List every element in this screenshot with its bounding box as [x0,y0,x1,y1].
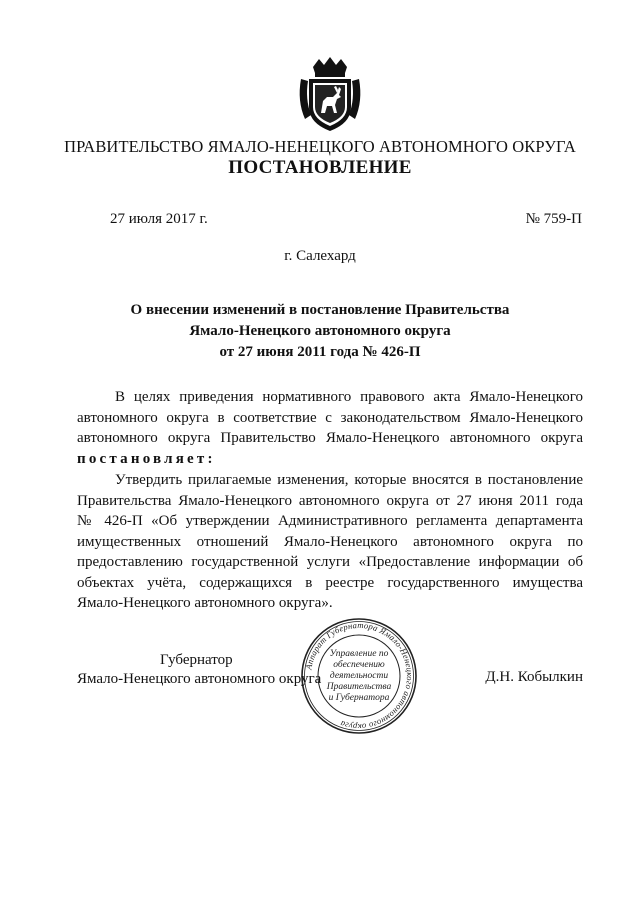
paragraph-line: имущественных отношений Ямало-Ненецкого автономного округа по [77,533,583,550]
paragraph-line: Утвердить прилагаемые изменения, которые вносятся в постановление [115,472,583,488]
document-city: г. Салехард [284,248,356,264]
seal-ring-text: Аппарат Губернатора Ямало-Ненецкого автономного округа [303,619,416,733]
resolves-word: постановляет: [77,450,216,467]
document-number: № 759-П [525,211,582,227]
subject-line: от 27 июня 2011 года № 426-П [219,344,421,360]
seal-line: Правительства [326,682,392,692]
seal-line: деятельности [329,671,389,681]
subject-line: О внесении изменений в постановление Правительства [130,302,510,318]
signatory-title-region: Ямало-Ненецкого автономного округа [77,671,322,687]
seal-line: и Губернатора [328,693,390,703]
paragraph-line: № 426-П «Об утверждении Административного регламента департамента [77,513,583,529]
document-subject [0,300,640,363]
paragraph-line: предоставлению государственной услуги «Предоставление информации об [77,554,583,570]
paragraph-line: Ямало-Ненецкого автономного округа». [77,595,333,611]
signatory-name: Д.Н. Кобылкин [485,669,583,685]
body-paragraph [77,470,583,614]
document-type: ПОСТАНОВЛЕНИЕ [228,157,412,178]
paragraph-line: Правительства Ямало-Ненецкого автономного округа от 27 июня 2011 года [77,492,583,509]
paragraph-line: объектах учёта, содержащихся в реестре государственного имущества [77,574,583,591]
preamble-paragraph [77,387,583,469]
seal-line: Управление по [329,649,389,659]
signatory-title: Губернатор [160,652,233,668]
paragraph-line: В целях приведения нормативного правового акта Ямало-Ненецкого [115,389,583,405]
coat-of-arms-icon [297,57,363,133]
government-name: ПРАВИТЕЛЬСТВО ЯМАЛО-НЕНЕЦКОГО АВТОНОМНОГО ОКРУГА [64,137,576,156]
seal-line: обеспечению [333,660,385,670]
subject-line: Ямало-Ненецкого автономного округа [189,323,451,339]
seal-center-text [320,649,398,704]
document-date: 27 июля 2017 г. [110,211,208,227]
paragraph-line: автономного округа в соответствие с законодательством Ямало-Ненецкого [77,409,583,426]
paragraph-line: автономного округа Правительство Ямало-Ненецкого автономного округа [77,430,583,446]
